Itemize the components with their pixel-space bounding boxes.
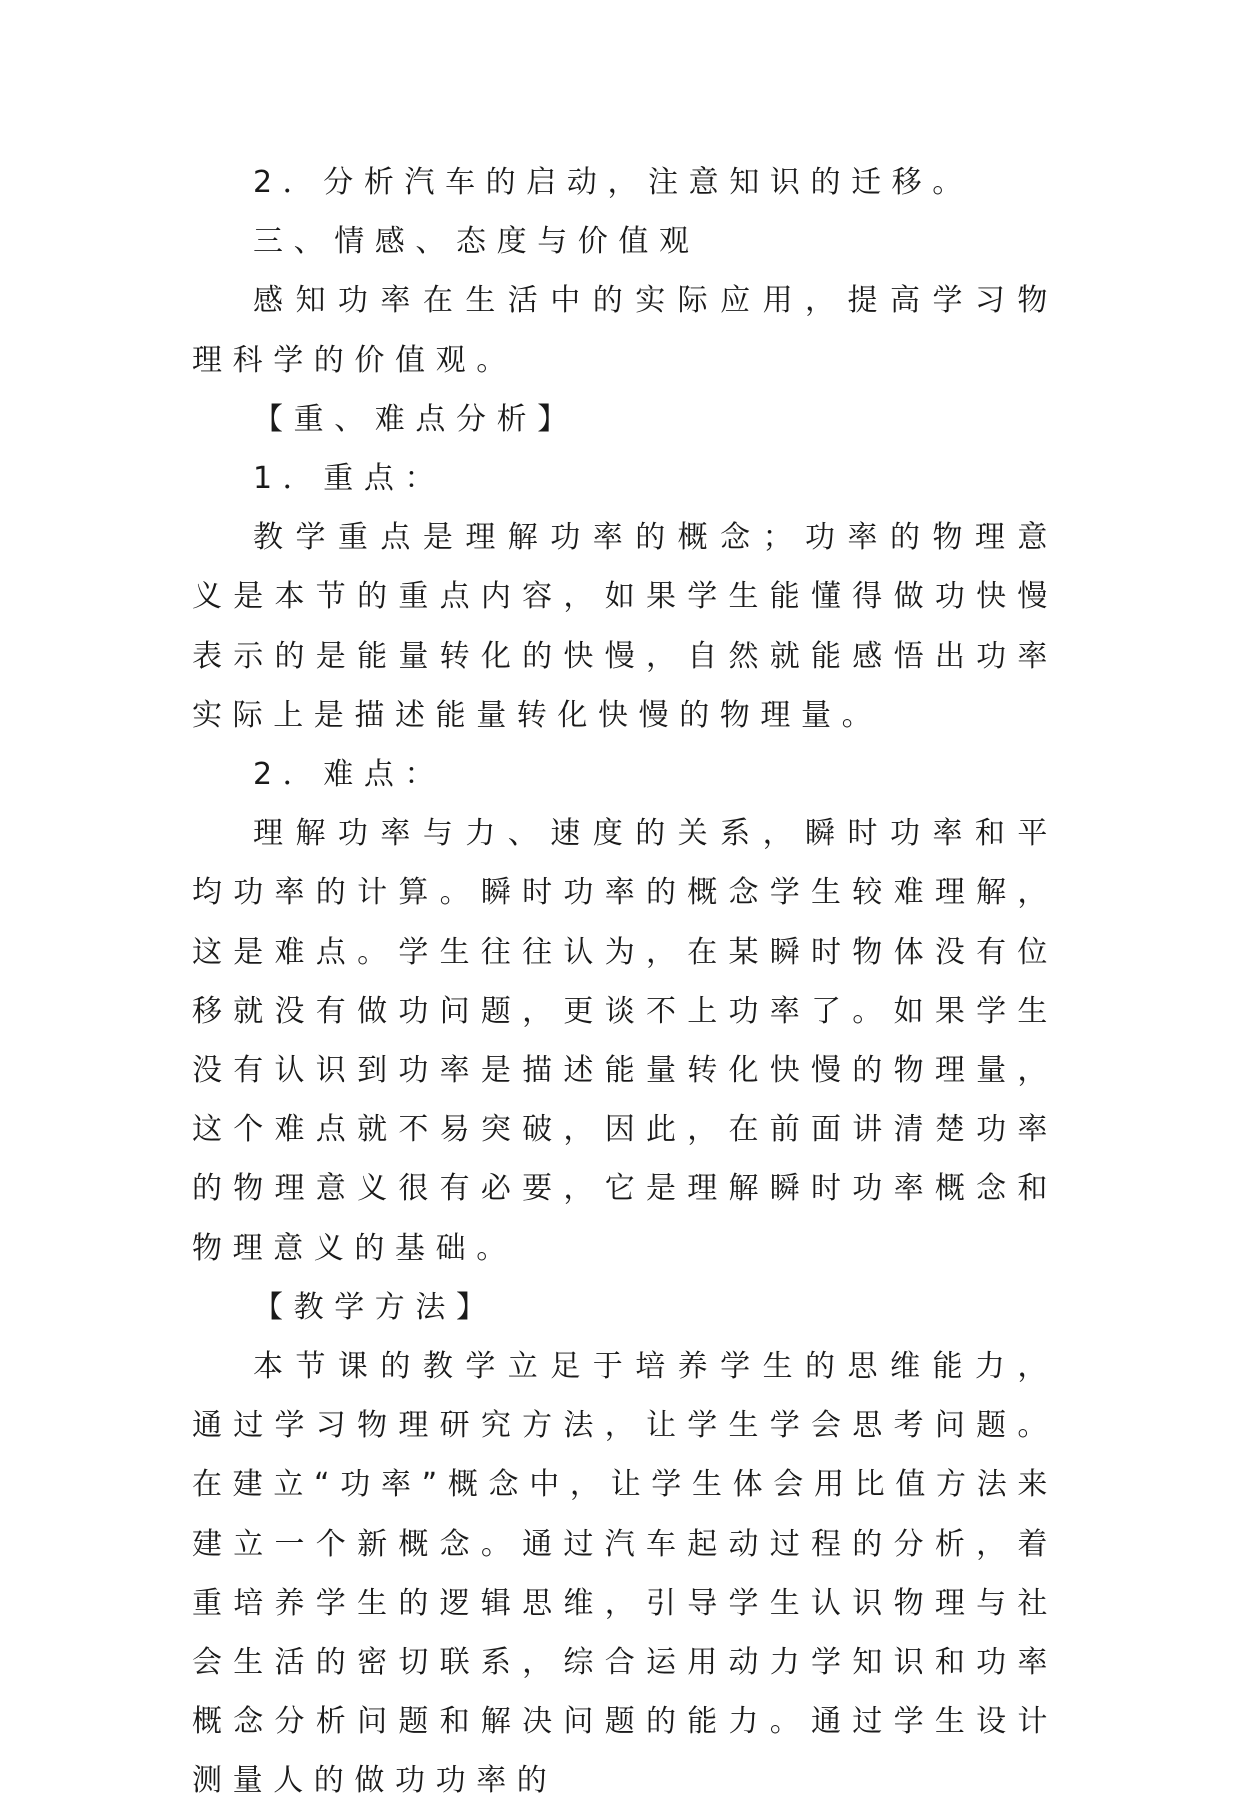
subheading-difficult-point: 2．难点： [253, 757, 446, 793]
paragraph-difficult-point-body: 理解功率与力、速度的关系，瞬时功率和平均功率的计算。瞬时功率的概念学生较难理解，这是难点。学生往往认为，在某瞬时物体没有位移就没有做功问题，更谈不上功率了。如果学生没有认识到功率是描述能量转化快慢的物理量，这个难点就不易突破，因此，在前面讲清楚功率的物理意义很有必要，它是理解瞬时功率概念和物理意义的基础。 [192, 816, 1058, 1266]
section-heading-teaching-method: 【教学方法】 [253, 1289, 497, 1325]
paragraph-key-point-body: 教学重点是理解功率的概念；功率的物理意义是本节的重点内容，如果学生能懂得做功快慢表示的是能量转化的快慢，自然就能感悟出功率实际上是描述能量转化快慢的物理量。 [192, 520, 1058, 733]
document-page [192, 153, 1058, 1811]
paragraph-perceive-power: 感知功率在生活中的实际应用，提高学习物理科学的价值观。 [192, 283, 1058, 378]
section-heading-emotion-attitude-values: 三、情感、态度与价值观 [253, 224, 700, 260]
section-heading-key-difficult-points: 【重、难点分析】 [253, 401, 578, 437]
paragraph-analyze-car-start: 2．分析汽车的启动，注意知识的迁移。 [253, 165, 973, 200]
subheading-key-point: 1．重点： [253, 461, 446, 497]
paragraph-teaching-method-body: 本节课的教学立足于培养学生的思维能力，通过学习物理研究方法，让学生学会思考问题。在建立“功率”概念中，让学生体会用比值方法来建立一个新概念。通过汽车起动过程的分析，着重培养学生的逻辑思维，引导学生认识物理与社会生活的密切联系，综合运用动力学知识和功率概念分析问题和解决问题的能力。通过学生设计测量人的做功功率的 [192, 1349, 1058, 1799]
